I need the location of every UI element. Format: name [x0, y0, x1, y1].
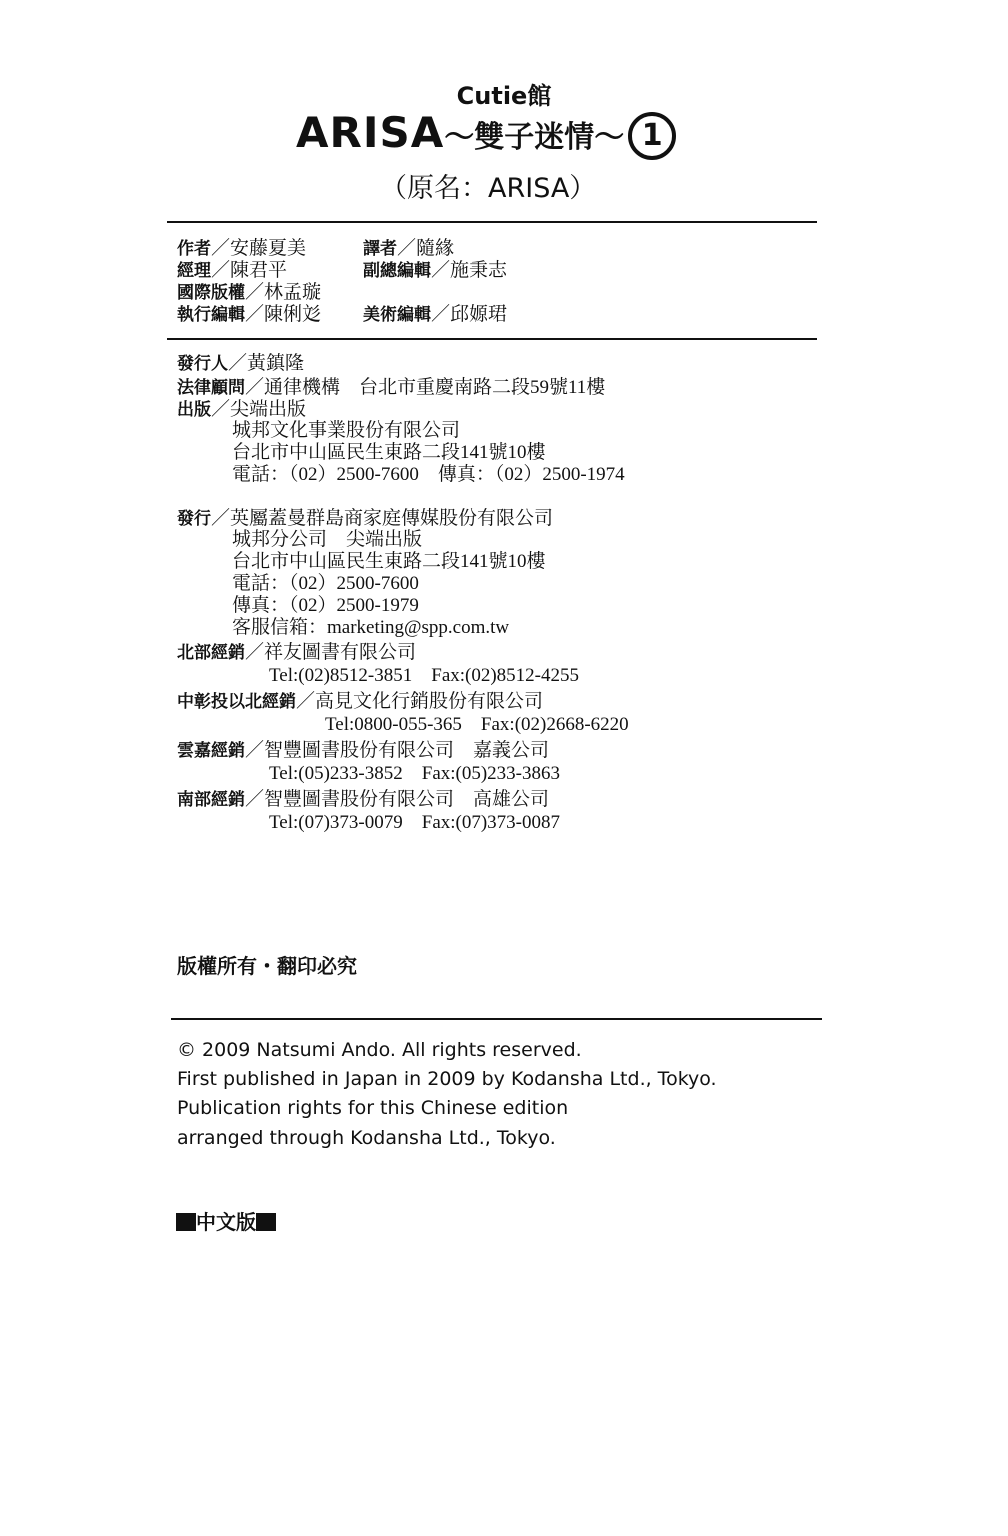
distribution-detail: 客服信箱：marketing@spp.com.tw: [232, 617, 510, 638]
copyright-line: First published in Japan in 2009 by Kodansha Ltd., Tokyo.: [177, 1068, 717, 1090]
label: 雲嘉經銷: [177, 741, 245, 761]
label: 作者: [177, 239, 211, 259]
label: 副總編輯: [363, 261, 431, 281]
publish-detail: 電話：（02）2500-7600 傳真：（02）2500-1974: [232, 464, 625, 485]
label: 北部經銷: [177, 643, 245, 663]
distribution-detail: 城邦分公司 尖端出版: [232, 529, 423, 550]
staff-exec-editor: 執行編輯／陳俐彣: [177, 304, 322, 325]
yunjia-contact: Tel:(05)233-3852 Fax:(05)233-3863: [269, 763, 561, 784]
imprint-label: Cutie館: [456, 82, 552, 110]
value: 安藤夏美: [230, 238, 307, 259]
label: 發行: [177, 509, 211, 529]
distribution-detail: 傳真：（02）2500-1979: [232, 595, 419, 616]
label: 國際版權: [177, 283, 245, 303]
staff-deputy-editor: 副總編輯／施秉志: [363, 260, 508, 281]
value: 隨緣: [416, 238, 455, 259]
label: 美術編輯: [363, 305, 431, 325]
north-contact: Tel:(02)8512-3851 Fax:(02)8512-4255: [269, 665, 580, 686]
publish-detail: 台北市中山區民生東路二段141號10樓: [232, 442, 546, 463]
publish-line: 出版／尖端出版: [177, 399, 307, 420]
label: 發行人: [177, 354, 228, 374]
original-title: （原名：ARISA）: [380, 173, 597, 204]
value: 林孟璇: [264, 282, 322, 303]
value: 祥友圖書有限公司: [264, 642, 417, 663]
legal-line: 法律顧問／通律機構 台北市重慶南路二段59號11樓: [177, 377, 606, 398]
value: 智豐圖書股份有限公司 高雄公司: [264, 789, 550, 810]
value: 英屬蓋曼群島商家庭傳媒股份有限公司: [230, 508, 554, 529]
south-distributor: 南部經銷／智豐圖書股份有限公司 高雄公司: [177, 789, 550, 810]
label: 法律顧問: [177, 378, 245, 398]
square-icon: [256, 1213, 276, 1231]
label: 執行編輯: [177, 305, 245, 325]
book-title: [296, 108, 676, 158]
north-distributor: 北部經銷／祥友圖書有限公司: [177, 642, 417, 663]
value: 邱嫄珺: [450, 304, 508, 325]
label: 出版: [177, 400, 211, 420]
edition-label: [176, 1206, 276, 1235]
copyright-notice-cn: 版權所有・翻印必究: [177, 954, 357, 978]
label: 經理: [177, 261, 211, 281]
divider: [167, 338, 817, 340]
value: 高見文化行銷股份有限公司: [315, 691, 544, 712]
value: 陳俐彣: [264, 304, 322, 325]
label: 南部經銷: [177, 790, 245, 810]
distribution-line: 發行／英屬蓋曼群島商家庭傳媒股份有限公司: [177, 508, 554, 529]
copyright-line: © 2009 Natsumi Ando. All rights reserved.: [177, 1039, 582, 1061]
distribution-detail: 台北市中山區民生東路二段141號10樓: [232, 551, 546, 572]
title-main: ARISA: [296, 108, 445, 157]
value: 施秉志: [450, 260, 508, 281]
staff-rights: 國際版權／林孟璇: [177, 282, 322, 303]
value: 通律機構 台北市重慶南路二段59號11樓: [264, 377, 606, 398]
volume-badge: 1: [628, 112, 676, 160]
divider: [167, 221, 817, 223]
value: 尖端出版: [230, 399, 307, 420]
south-contact: Tel:(07)373-0079 Fax:(07)373-0087: [269, 812, 561, 833]
staff-manager: 經理／陳君平: [177, 260, 288, 281]
value: 陳君平: [230, 260, 288, 281]
yunjia-distributor: 雲嘉經銷／智豐圖書股份有限公司 嘉義公司: [177, 740, 550, 761]
divider: [171, 1018, 822, 1020]
publish-detail: 城邦文化事業股份有限公司: [232, 420, 461, 441]
label: 譯者: [363, 239, 397, 259]
staff-art-editor: 美術編輯／邱嫄珺: [363, 304, 508, 325]
label: 中彰投以北經銷: [177, 692, 296, 712]
edition-text: 中文版: [196, 1210, 256, 1234]
central-contact: Tel:0800-055-365 Fax:(02)2668-6220: [325, 714, 629, 735]
value: 智豐圖書股份有限公司 嘉義公司: [264, 740, 550, 761]
central-distributor: 中彰投以北經銷／高見文化行銷股份有限公司: [177, 691, 544, 712]
issuer-line: 發行人／黃鎮隆: [177, 353, 305, 374]
value: 黃鎮隆: [247, 353, 305, 374]
copyright-line: Publication rights for this Chinese edition: [177, 1097, 569, 1119]
staff-translator: 譯者／隨緣: [363, 238, 455, 259]
distribution-detail: 電話：（02）2500-7600: [232, 573, 419, 594]
copyright-line: arranged through Kodansha Ltd., Tokyo.: [177, 1127, 556, 1149]
title-sub: ～雙子迷情～: [444, 120, 625, 155]
staff-author: 作者／安藤夏美: [177, 238, 307, 259]
square-icon: [176, 1213, 196, 1231]
